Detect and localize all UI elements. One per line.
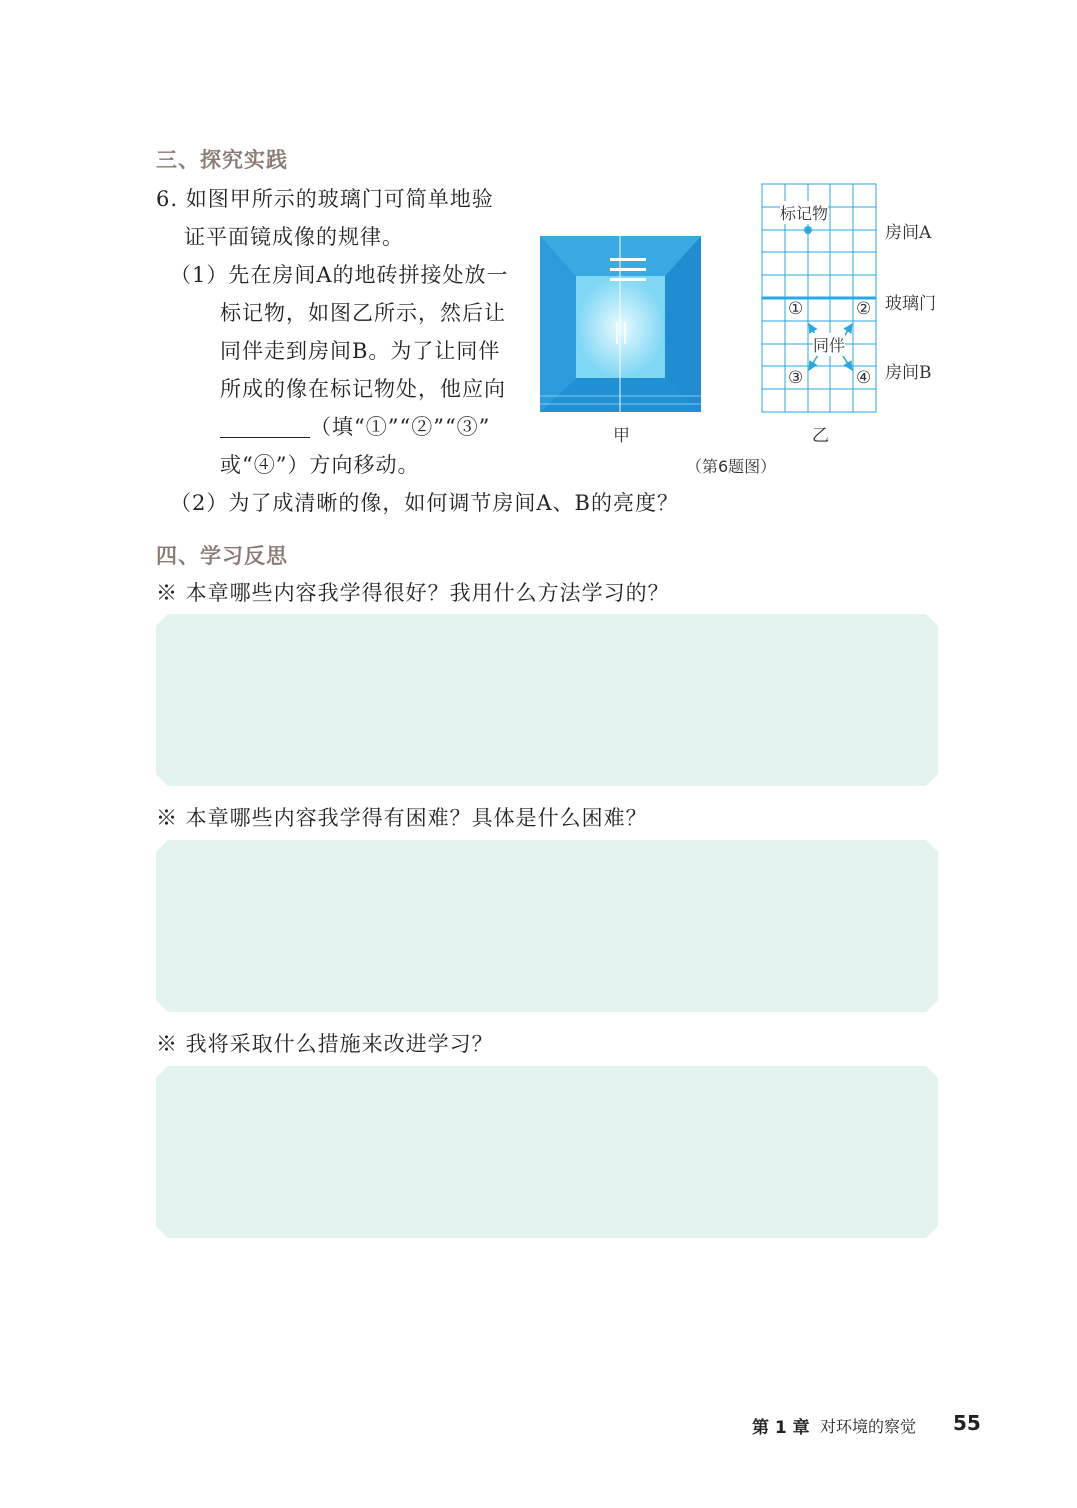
figure-caption: （第6题图） (686, 457, 777, 476)
figure-label-jia: 甲 (613, 426, 630, 446)
marker-label: 标记物 (780, 201, 828, 224)
part-1-line-4: 所成的像在标记物处，他应向 (220, 377, 506, 401)
figure-label-yi: 乙 (812, 426, 829, 446)
direction-3: ③ (788, 368, 804, 388)
reflection-question-1: ※ 本章哪些内容我学得很好？我用什么方法学习的？ (156, 581, 670, 605)
part-1-line-6: 或“④”）方向移动。 (220, 453, 420, 477)
page-number: 55 (953, 1411, 981, 1435)
chapter-number: 第 1 章 (752, 1418, 810, 1438)
marker-dot (804, 226, 812, 234)
q6-line-1: 6. 如图甲所示的玻璃门可简单地验 (156, 187, 494, 211)
part-1-line-2: 标记物，如图乙所示，然后让 (220, 301, 506, 325)
section-3-title: 三、探究实践 (156, 148, 288, 172)
q6-line-2: 证平面镜成像的规律。 (184, 225, 404, 249)
room-a-label: 房间A (885, 223, 932, 243)
part-1-line-5: （填“①”“②”“③” (310, 415, 491, 439)
reflection-question-3: ※ 我将采取什么措施来改进学习？ (156, 1032, 494, 1056)
glass-door-photo (540, 236, 701, 412)
answer-box-3[interactable] (156, 1066, 938, 1238)
room-b-label: 房间B (885, 363, 932, 383)
part-1-line-3: 同伴走到房间B。为了让同伴 (220, 339, 501, 363)
answer-blank[interactable] (220, 415, 310, 438)
answer-box-2[interactable] (156, 840, 938, 1012)
direction-4: ④ (856, 368, 872, 388)
part-1-line-1: （1）先在房间A的地砖拼接处放一 (170, 263, 509, 287)
chapter-title: 对环境的察觉 (820, 1417, 917, 1436)
section-4-title: 四、学习反思 (156, 544, 288, 568)
part-2: （2）为了成清晰的像，如何调节房间A、B的亮度？ (170, 491, 679, 515)
grid-diagram (756, 180, 886, 416)
glass-door-label: 玻璃门 (885, 294, 936, 314)
direction-1: ① (788, 299, 804, 319)
direction-2: ② (856, 299, 872, 319)
answer-box-1[interactable] (156, 614, 938, 786)
reflection-question-2: ※ 本章哪些内容我学得有困难？具体是什么困难？ (156, 806, 648, 830)
companion-label: 同伴 (813, 333, 845, 356)
